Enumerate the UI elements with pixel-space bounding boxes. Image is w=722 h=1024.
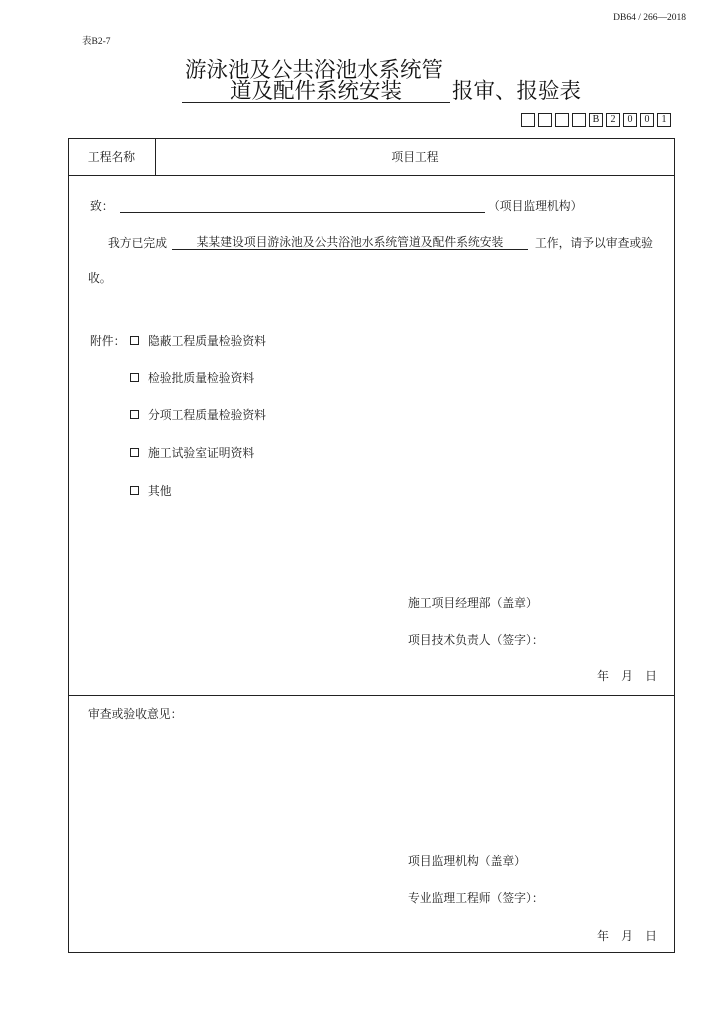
attachment-checkbox[interactable] (130, 486, 139, 495)
to-label: 致： (90, 199, 114, 213)
body-line-2: 收。 (88, 271, 112, 285)
code-box (572, 113, 586, 127)
code-box (538, 113, 552, 127)
date-month-label: 月 (621, 929, 633, 943)
review-opinion-label: 审查或验收意见： (88, 707, 183, 721)
row-divider (68, 175, 675, 176)
form-table (68, 138, 675, 953)
title-suffix: 报审、报验表 (452, 79, 582, 103)
code-box: 1 (657, 113, 671, 127)
attachments-label: 附件： (90, 334, 126, 348)
attachment-checkbox[interactable] (130, 410, 139, 419)
code-box: 0 (640, 113, 654, 127)
technical-lead-signature-label: 项目技术负责人（签字）： (408, 633, 544, 647)
code-box: B (589, 113, 603, 127)
submission-date (597, 669, 657, 683)
date-day-label: 日 (645, 929, 657, 943)
attachment-label: 施工试验室证明资料 (148, 446, 255, 460)
code-box: 2 (606, 113, 620, 127)
review-date (597, 929, 657, 943)
date-year-label: 年 (597, 929, 609, 943)
project-name-label: 工程名称 (87, 150, 136, 164)
code-box: 0 (623, 113, 637, 127)
attachment-checkbox[interactable] (130, 448, 139, 457)
attachment-checkbox[interactable] (130, 373, 139, 382)
project-name-value: 项目工程 (391, 150, 439, 164)
attachment-label: 检验批质量检验资料 (148, 371, 255, 385)
attachment-checkbox[interactable] (130, 336, 139, 345)
body-suffix: 工作，请予以审查或验 (535, 236, 653, 250)
code-box (555, 113, 569, 127)
supervisor-seal-label: 项目监理机构（盖章） (408, 854, 526, 868)
title-line-1: 游泳池及公共浴池水系统管 (185, 58, 444, 82)
table-id: 表B2-7 (82, 37, 111, 47)
form-code-boxes (521, 113, 671, 127)
attachment-label: 隐蔽工程质量检验资料 (148, 334, 266, 348)
date-day-label: 日 (645, 669, 657, 683)
code-box (521, 113, 535, 127)
attachment-label: 分项工程质量检验资料 (148, 408, 266, 422)
date-month-label: 月 (621, 669, 633, 683)
work-name-underlined: 某某建设项目游泳池及公共浴池水系统管道及配件系统安装 (172, 236, 528, 250)
row-divider (68, 695, 675, 696)
date-year-label: 年 (597, 669, 609, 683)
attachment-label: 其他 (148, 484, 172, 498)
recipient-suffix: （项目监理机构） (488, 199, 583, 213)
supervising-engineer-signature-label: 专业监理工程师（签字）： (408, 891, 544, 905)
title-line-2-underlined: 道及配件系统安装 (182, 80, 450, 103)
body-prefix: 我方已完成 (108, 236, 167, 250)
recipient-blank-field[interactable] (120, 212, 485, 213)
contractor-seal-label: 施工项目经理部（盖章） (408, 596, 538, 610)
standard-code: DB64 / 266—2018 (613, 13, 686, 23)
